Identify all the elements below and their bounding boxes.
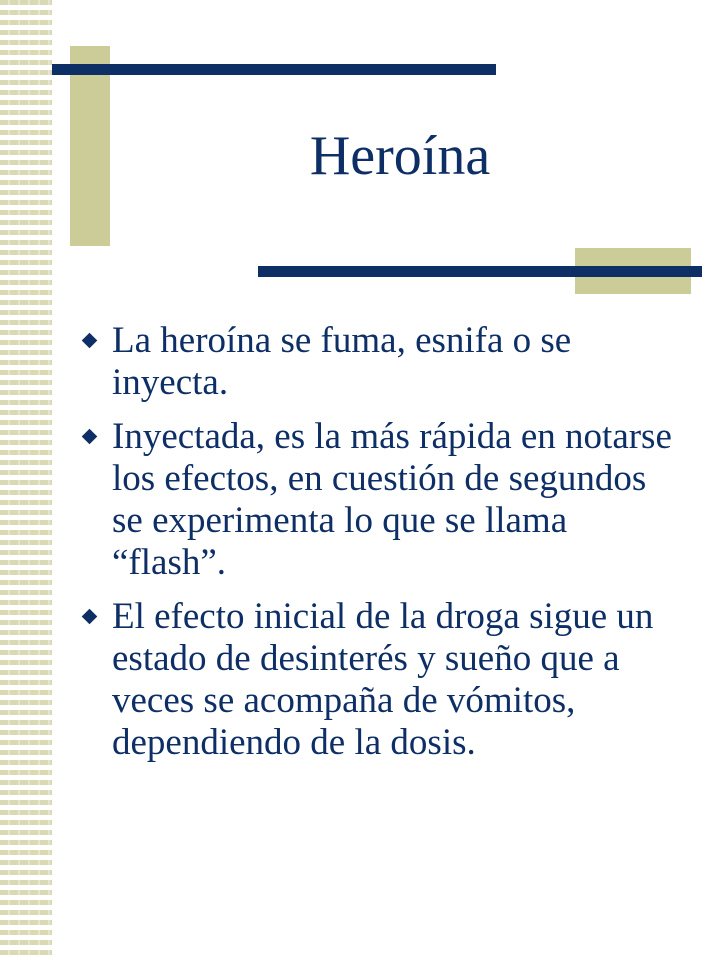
slide-title: Heroína [309,125,491,187]
bullet-item [78,416,678,584]
bullet-text: Inyectada, es la más rápida en notarse los efectos, en cuestión de segundos se experimenta lo que se llama “flash”. [112,416,672,583]
bullet-text: El efecto inicial de la droga sigue un estado de desinterés y sueño que a veces se acompaña de vómitos, dependiendo de la dosis. [112,596,654,763]
diamond-bullet-icon [82,333,98,349]
diamond-bullet-icon [82,429,98,445]
accent-block-top [70,46,110,246]
bullet-item [78,596,678,764]
bullet-text: La heroína se fuma, esnifa o se inyecta. [112,320,572,403]
striped-edge-decoration [0,0,52,960]
title-rule-top [52,64,496,75]
diamond-bullet-icon [82,609,98,625]
bullet-item [78,320,678,404]
title-rule-right [258,266,702,277]
bullet-list [78,320,678,776]
